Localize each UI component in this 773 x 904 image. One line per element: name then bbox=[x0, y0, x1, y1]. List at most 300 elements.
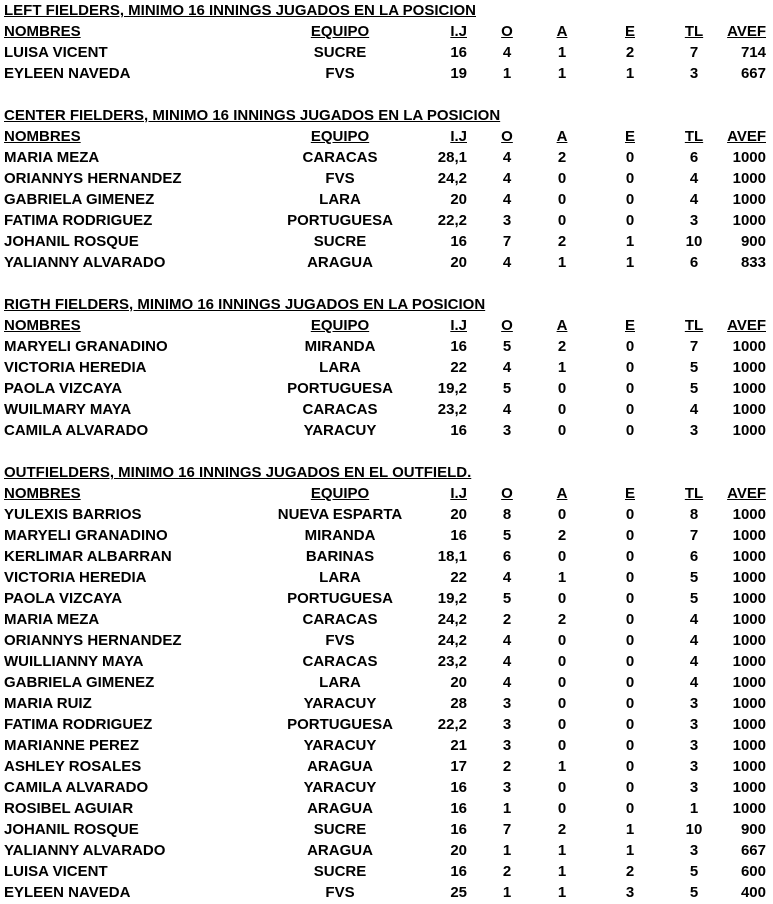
cell-a: 0 bbox=[557, 212, 567, 229]
cell-avef: 1000 bbox=[732, 716, 766, 733]
table-row bbox=[0, 546, 773, 567]
cell-tl: 3 bbox=[689, 695, 699, 712]
header-name: NOMBRES bbox=[4, 485, 81, 502]
header-team: EQUIPO bbox=[310, 317, 370, 334]
cell-a: 0 bbox=[557, 422, 567, 439]
cell-ij: 28,1 bbox=[437, 149, 467, 166]
cell-tl: 3 bbox=[689, 779, 699, 796]
cell-tl: 4 bbox=[689, 401, 699, 418]
cell-ij: 16 bbox=[450, 800, 467, 817]
cell-e: 0 bbox=[625, 590, 635, 607]
cell-a: 0 bbox=[557, 737, 567, 754]
header-ij: I.J bbox=[450, 485, 467, 502]
cell-o: 3 bbox=[502, 737, 512, 754]
table-header-row bbox=[0, 21, 773, 42]
cell-name: YALIANNY ALVARADO bbox=[4, 254, 166, 271]
cell-name: VICTORIA HEREDIA bbox=[4, 359, 147, 376]
cell-ij: 20 bbox=[450, 191, 467, 208]
cell-ij: 22,2 bbox=[437, 212, 467, 229]
table-row bbox=[0, 420, 773, 441]
cell-team: LARA bbox=[319, 674, 361, 691]
header-e: E bbox=[624, 128, 635, 145]
cell-ij: 19 bbox=[450, 65, 467, 82]
cell-team: YARACUY bbox=[303, 737, 377, 754]
cell-a: 2 bbox=[557, 527, 567, 544]
cell-team: CARACAS bbox=[302, 401, 378, 418]
cell-ij: 16 bbox=[450, 44, 467, 61]
header-e: E bbox=[624, 23, 635, 40]
cell-a: 0 bbox=[557, 800, 567, 817]
cell-ij: 18,1 bbox=[437, 548, 467, 565]
table-row bbox=[0, 861, 773, 882]
cell-ij: 22,2 bbox=[437, 716, 467, 733]
cell-team: BARINAS bbox=[305, 548, 375, 565]
cell-name: ORIANNYS HERNANDEZ bbox=[4, 632, 182, 649]
cell-o: 6 bbox=[502, 548, 512, 565]
cell-a: 0 bbox=[557, 380, 567, 397]
header-o: O bbox=[501, 485, 513, 502]
cell-ij: 28 bbox=[450, 695, 467, 712]
cell-o: 2 bbox=[502, 611, 512, 628]
header-team: EQUIPO bbox=[310, 23, 370, 40]
cell-team: FVS bbox=[325, 884, 355, 901]
header-a: A bbox=[556, 485, 568, 502]
cell-e: 0 bbox=[625, 611, 635, 628]
cell-ij: 24,2 bbox=[437, 611, 467, 628]
cell-name: MARIANNE PEREZ bbox=[4, 737, 140, 754]
cell-ij: 20 bbox=[450, 842, 467, 859]
cell-tl: 5 bbox=[689, 569, 699, 586]
cell-e: 0 bbox=[625, 191, 635, 208]
cell-tl: 7 bbox=[689, 44, 699, 61]
cell-name: MARIA MEZA bbox=[4, 149, 100, 166]
cell-ij: 16 bbox=[450, 779, 467, 796]
cell-a: 0 bbox=[557, 170, 567, 187]
table-row bbox=[0, 819, 773, 840]
cell-a: 0 bbox=[557, 674, 567, 691]
cell-team: SUCRE bbox=[313, 44, 367, 61]
table-row bbox=[0, 189, 773, 210]
cell-e: 0 bbox=[625, 359, 635, 376]
cell-ij: 20 bbox=[450, 254, 467, 271]
cell-team: PORTUGUESA bbox=[287, 716, 393, 733]
cell-name: EYLEEN NAVEDA bbox=[4, 884, 131, 901]
cell-avef: 667 bbox=[740, 842, 766, 859]
cell-team: ARAGUA bbox=[307, 842, 373, 859]
cell-o: 4 bbox=[502, 674, 512, 691]
table-row bbox=[0, 588, 773, 609]
cell-team: LARA bbox=[319, 191, 361, 208]
table-row bbox=[0, 231, 773, 252]
header-ij: I.J bbox=[450, 23, 467, 40]
cell-name: GABRIELA GIMENEZ bbox=[4, 191, 155, 208]
header-a: A bbox=[556, 23, 568, 40]
cell-ij: 16 bbox=[450, 527, 467, 544]
cell-ij: 16 bbox=[450, 821, 467, 838]
header-avef: AVEF bbox=[727, 485, 766, 502]
cell-e: 0 bbox=[625, 674, 635, 691]
cell-tl: 10 bbox=[685, 821, 703, 838]
cell-o: 5 bbox=[502, 590, 512, 607]
cell-o: 4 bbox=[502, 170, 512, 187]
cell-o: 7 bbox=[502, 821, 512, 838]
cell-ij: 25 bbox=[450, 884, 467, 901]
cell-team: CARACAS bbox=[302, 149, 378, 166]
cell-a: 0 bbox=[557, 716, 567, 733]
cell-avef: 1000 bbox=[732, 380, 766, 397]
cell-a: 1 bbox=[557, 842, 567, 859]
cell-o: 1 bbox=[502, 800, 512, 817]
header-tl: TL bbox=[684, 23, 704, 40]
cell-team: SUCRE bbox=[313, 821, 367, 838]
cell-name: MARYELI GRANADINO bbox=[4, 338, 168, 355]
table-header-row bbox=[0, 315, 773, 336]
table-row bbox=[0, 840, 773, 861]
cell-name: MARIA RUIZ bbox=[4, 695, 92, 712]
cell-a: 1 bbox=[557, 44, 567, 61]
cell-name: JOHANIL ROSQUE bbox=[4, 233, 139, 250]
cell-avef: 1000 bbox=[732, 191, 766, 208]
cell-a: 2 bbox=[557, 821, 567, 838]
cell-e: 0 bbox=[625, 401, 635, 418]
cell-name: MARYELI GRANADINO bbox=[4, 527, 168, 544]
cell-e: 0 bbox=[625, 212, 635, 229]
cell-ij: 19,2 bbox=[437, 380, 467, 397]
cell-o: 4 bbox=[502, 44, 512, 61]
cell-e: 1 bbox=[625, 821, 635, 838]
cell-avef: 714 bbox=[740, 44, 766, 61]
cell-o: 3 bbox=[502, 695, 512, 712]
cell-o: 4 bbox=[502, 254, 512, 271]
cell-avef: 667 bbox=[740, 65, 766, 82]
header-avef: AVEF bbox=[727, 317, 766, 334]
cell-o: 1 bbox=[502, 842, 512, 859]
cell-ij: 20 bbox=[450, 506, 467, 523]
cell-a: 0 bbox=[557, 653, 567, 670]
cell-ij: 23,2 bbox=[437, 653, 467, 670]
table-row bbox=[0, 714, 773, 735]
cell-name: CAMILA ALVARADO bbox=[4, 779, 149, 796]
table-row bbox=[0, 336, 773, 357]
cell-team: PORTUGUESA bbox=[287, 590, 393, 607]
table-row bbox=[0, 609, 773, 630]
cell-e: 0 bbox=[625, 527, 635, 544]
cell-o: 3 bbox=[502, 716, 512, 733]
table-row bbox=[0, 210, 773, 231]
cell-name: EYLEEN NAVEDA bbox=[4, 65, 131, 82]
cell-name: ORIANNYS HERNANDEZ bbox=[4, 170, 182, 187]
cell-team: CARACAS bbox=[302, 653, 378, 670]
cell-a: 2 bbox=[557, 233, 567, 250]
cell-name: WUILLIANNY MAYA bbox=[4, 653, 144, 670]
cell-team: SUCRE bbox=[313, 233, 367, 250]
cell-a: 1 bbox=[557, 863, 567, 880]
cell-e: 0 bbox=[625, 695, 635, 712]
cell-e: 0 bbox=[625, 149, 635, 166]
cell-name: PAOLA VIZCAYA bbox=[4, 380, 123, 397]
cell-a: 0 bbox=[557, 191, 567, 208]
cell-e: 0 bbox=[625, 569, 635, 586]
cell-e: 0 bbox=[625, 632, 635, 649]
cell-tl: 3 bbox=[689, 758, 699, 775]
cell-a: 1 bbox=[557, 884, 567, 901]
cell-o: 2 bbox=[502, 758, 512, 775]
cell-avef: 1000 bbox=[732, 611, 766, 628]
cell-a: 0 bbox=[557, 632, 567, 649]
cell-tl: 6 bbox=[689, 548, 699, 565]
cell-o: 1 bbox=[502, 884, 512, 901]
cell-ij: 22 bbox=[450, 359, 467, 376]
cell-a: 2 bbox=[557, 338, 567, 355]
cell-name: KERLIMAR ALBARRAN bbox=[4, 548, 172, 565]
cell-e: 0 bbox=[625, 737, 635, 754]
cell-ij: 16 bbox=[450, 233, 467, 250]
cell-avef: 1000 bbox=[732, 506, 766, 523]
header-o: O bbox=[501, 23, 513, 40]
cell-name: LUISA VICENT bbox=[4, 44, 108, 61]
cell-name: FATIMA RODRIGUEZ bbox=[4, 716, 153, 733]
table-row bbox=[0, 777, 773, 798]
cell-tl: 3 bbox=[689, 65, 699, 82]
cell-a: 1 bbox=[557, 359, 567, 376]
header-tl: TL bbox=[684, 128, 704, 145]
table-row bbox=[0, 504, 773, 525]
cell-e: 0 bbox=[625, 653, 635, 670]
header-ij: I.J bbox=[450, 128, 467, 145]
cell-o: 4 bbox=[502, 359, 512, 376]
table-row bbox=[0, 798, 773, 819]
cell-avef: 1000 bbox=[732, 695, 766, 712]
cell-name: FATIMA RODRIGUEZ bbox=[4, 212, 153, 229]
cell-e: 1 bbox=[625, 65, 635, 82]
table-row bbox=[0, 168, 773, 189]
section-title: RIGTH FIELDERS, MINIMO 16 INNINGS JUGADOS EN LA POSICION bbox=[4, 296, 486, 313]
cell-tl: 6 bbox=[689, 149, 699, 166]
cell-team: YARACUY bbox=[303, 695, 377, 712]
table-header-row bbox=[0, 126, 773, 147]
cell-ij: 16 bbox=[450, 863, 467, 880]
cell-o: 2 bbox=[502, 863, 512, 880]
cell-team: ARAGUA bbox=[307, 254, 373, 271]
cell-avef: 1000 bbox=[732, 632, 766, 649]
cell-tl: 4 bbox=[689, 611, 699, 628]
cell-a: 0 bbox=[557, 590, 567, 607]
cell-e: 2 bbox=[625, 863, 635, 880]
cell-e: 1 bbox=[625, 254, 635, 271]
table-row bbox=[0, 735, 773, 756]
header-name: NOMBRES bbox=[4, 317, 81, 334]
cell-o: 4 bbox=[502, 653, 512, 670]
cell-a: 0 bbox=[557, 695, 567, 712]
cell-team: FVS bbox=[325, 632, 355, 649]
cell-e: 0 bbox=[625, 548, 635, 565]
cell-team: YARACUY bbox=[303, 422, 377, 439]
cell-avef: 1000 bbox=[732, 170, 766, 187]
cell-o: 3 bbox=[502, 422, 512, 439]
header-team: EQUIPO bbox=[310, 128, 370, 145]
cell-e: 3 bbox=[625, 884, 635, 901]
section-title: OUTFIELDERS, MINIMO 16 INNINGS JUGADOS EN EL OUTFIELD. bbox=[4, 464, 472, 481]
cell-ij: 22 bbox=[450, 569, 467, 586]
cell-o: 4 bbox=[502, 569, 512, 586]
cell-o: 5 bbox=[502, 338, 512, 355]
cell-tl: 4 bbox=[689, 170, 699, 187]
cell-tl: 3 bbox=[689, 422, 699, 439]
cell-a: 2 bbox=[557, 611, 567, 628]
cell-team: ARAGUA bbox=[307, 800, 373, 817]
cell-tl: 5 bbox=[689, 590, 699, 607]
cell-e: 0 bbox=[625, 758, 635, 775]
cell-ij: 21 bbox=[450, 737, 467, 754]
cell-a: 0 bbox=[557, 779, 567, 796]
cell-name: WUILMARY MAYA bbox=[4, 401, 132, 418]
cell-name: GABRIELA GIMENEZ bbox=[4, 674, 155, 691]
header-ij: I.J bbox=[450, 317, 467, 334]
cell-name: MARIA MEZA bbox=[4, 611, 100, 628]
cell-avef: 1000 bbox=[732, 401, 766, 418]
cell-team: LARA bbox=[319, 569, 361, 586]
cell-a: 2 bbox=[557, 149, 567, 166]
cell-tl: 8 bbox=[689, 506, 699, 523]
cell-tl: 4 bbox=[689, 653, 699, 670]
header-avef: AVEF bbox=[727, 23, 766, 40]
table-header-row bbox=[0, 483, 773, 504]
cell-avef: 1000 bbox=[732, 590, 766, 607]
cell-name: ASHLEY ROSALES bbox=[4, 758, 142, 775]
cell-e: 2 bbox=[625, 44, 635, 61]
cell-avef: 600 bbox=[740, 863, 766, 880]
cell-avef: 1000 bbox=[732, 569, 766, 586]
cell-a: 1 bbox=[557, 65, 567, 82]
cell-e: 0 bbox=[625, 506, 635, 523]
cell-e: 0 bbox=[625, 170, 635, 187]
table-row bbox=[0, 756, 773, 777]
cell-o: 7 bbox=[502, 233, 512, 250]
cell-avef: 1000 bbox=[732, 800, 766, 817]
cell-e: 0 bbox=[625, 338, 635, 355]
table-row bbox=[0, 399, 773, 420]
cell-e: 0 bbox=[625, 422, 635, 439]
cell-avef: 1000 bbox=[732, 674, 766, 691]
cell-tl: 3 bbox=[689, 842, 699, 859]
header-avef: AVEF bbox=[727, 128, 766, 145]
cell-ij: 16 bbox=[450, 338, 467, 355]
cell-tl: 7 bbox=[689, 527, 699, 544]
table-row bbox=[0, 567, 773, 588]
cell-o: 3 bbox=[502, 212, 512, 229]
cell-team: PORTUGUESA bbox=[287, 212, 393, 229]
cell-team: FVS bbox=[325, 170, 355, 187]
cell-team: LARA bbox=[319, 359, 361, 376]
cell-a: 1 bbox=[557, 758, 567, 775]
table-row bbox=[0, 378, 773, 399]
table-row bbox=[0, 651, 773, 672]
header-tl: TL bbox=[684, 317, 704, 334]
cell-ij: 24,2 bbox=[437, 632, 467, 649]
header-name: NOMBRES bbox=[4, 23, 81, 40]
cell-avef: 1000 bbox=[732, 359, 766, 376]
cell-avef: 1000 bbox=[732, 338, 766, 355]
header-o: O bbox=[501, 317, 513, 334]
cell-name: VICTORIA HEREDIA bbox=[4, 569, 147, 586]
header-tl: TL bbox=[684, 485, 704, 502]
cell-team: CARACAS bbox=[302, 611, 378, 628]
cell-o: 5 bbox=[502, 527, 512, 544]
cell-avef: 1000 bbox=[732, 737, 766, 754]
cell-tl: 5 bbox=[689, 863, 699, 880]
cell-a: 1 bbox=[557, 569, 567, 586]
cell-o: 3 bbox=[502, 779, 512, 796]
cell-ij: 16 bbox=[450, 422, 467, 439]
cell-avef: 1000 bbox=[732, 548, 766, 565]
cell-a: 0 bbox=[557, 548, 567, 565]
cell-avef: 1000 bbox=[732, 758, 766, 775]
cell-name: YULEXIS BARRIOS bbox=[4, 506, 142, 523]
cell-tl: 5 bbox=[689, 359, 699, 376]
cell-e: 0 bbox=[625, 779, 635, 796]
cell-name: JOHANIL ROSQUE bbox=[4, 821, 139, 838]
cell-tl: 7 bbox=[689, 338, 699, 355]
cell-o: 8 bbox=[502, 506, 512, 523]
cell-tl: 4 bbox=[689, 632, 699, 649]
cell-avef: 1000 bbox=[732, 527, 766, 544]
cell-avef: 1000 bbox=[732, 653, 766, 670]
cell-a: 0 bbox=[557, 506, 567, 523]
cell-tl: 4 bbox=[689, 674, 699, 691]
cell-o: 4 bbox=[502, 632, 512, 649]
section-title: LEFT FIELDERS, MINIMO 16 INNINGS JUGADOS EN LA POSICION bbox=[4, 2, 476, 19]
cell-team: MIRANDA bbox=[304, 527, 376, 544]
table-row bbox=[0, 882, 773, 903]
cell-e: 1 bbox=[625, 233, 635, 250]
cell-tl: 5 bbox=[689, 884, 699, 901]
cell-tl: 5 bbox=[689, 380, 699, 397]
cell-tl: 10 bbox=[685, 233, 703, 250]
header-name: NOMBRES bbox=[4, 128, 81, 145]
cell-o: 1 bbox=[502, 65, 512, 82]
cell-avef: 900 bbox=[740, 821, 766, 838]
cell-team: NUEVA ESPARTA bbox=[277, 506, 403, 523]
table-row bbox=[0, 672, 773, 693]
section-title: CENTER FIELDERS, MINIMO 16 INNINGS JUGADOS EN LA POSICION bbox=[4, 107, 501, 124]
cell-team: FVS bbox=[325, 65, 355, 82]
table-row bbox=[0, 42, 773, 63]
header-team: EQUIPO bbox=[310, 485, 370, 502]
cell-e: 0 bbox=[625, 800, 635, 817]
cell-avef: 1000 bbox=[732, 779, 766, 796]
cell-team: PORTUGUESA bbox=[287, 380, 393, 397]
cell-e: 1 bbox=[625, 842, 635, 859]
table-row bbox=[0, 693, 773, 714]
cell-avef: 1000 bbox=[732, 422, 766, 439]
cell-avef: 1000 bbox=[732, 149, 766, 166]
table-row bbox=[0, 525, 773, 546]
table-row bbox=[0, 630, 773, 651]
cell-ij: 19,2 bbox=[437, 590, 467, 607]
cell-name: PAOLA VIZCAYA bbox=[4, 590, 123, 607]
cell-team: YARACUY bbox=[303, 779, 377, 796]
header-a: A bbox=[556, 128, 568, 145]
cell-a: 1 bbox=[557, 254, 567, 271]
cell-avef: 833 bbox=[740, 254, 766, 271]
cell-name: CAMILA ALVARADO bbox=[4, 422, 149, 439]
table-row bbox=[0, 63, 773, 84]
cell-tl: 6 bbox=[689, 254, 699, 271]
cell-team: SUCRE bbox=[313, 863, 367, 880]
cell-a: 0 bbox=[557, 401, 567, 418]
cell-avef: 1000 bbox=[732, 212, 766, 229]
cell-o: 4 bbox=[502, 401, 512, 418]
